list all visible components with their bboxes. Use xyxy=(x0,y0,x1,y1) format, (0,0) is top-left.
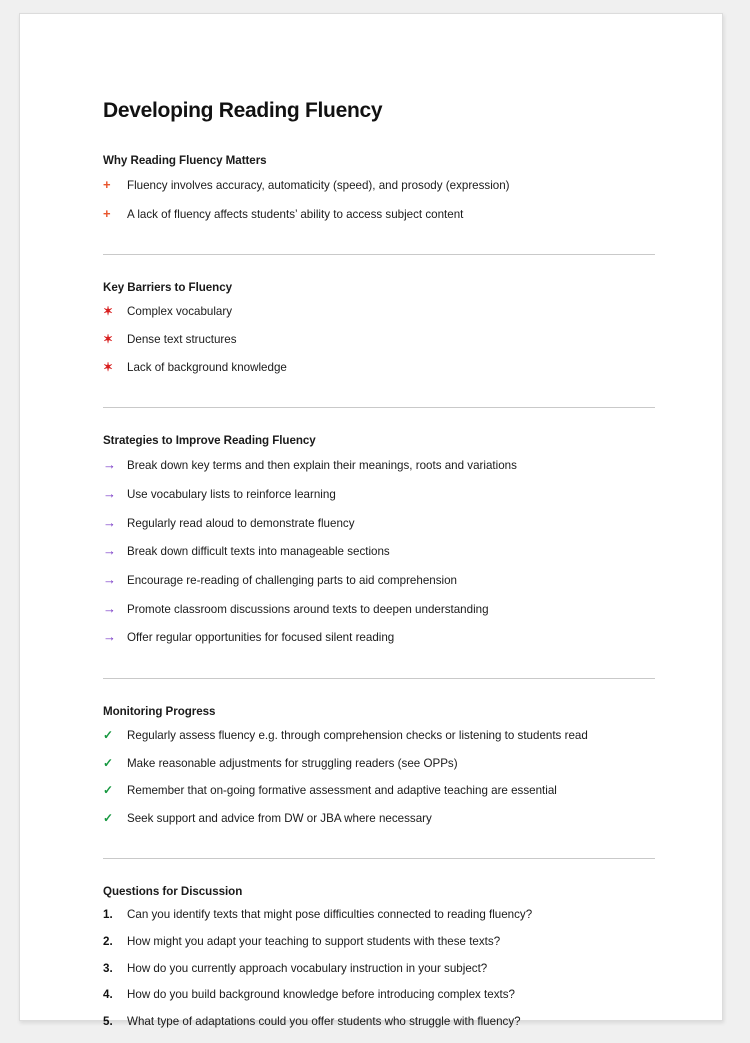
arrow-right-icon: → xyxy=(103,514,116,530)
list-item xyxy=(103,176,655,194)
list-item xyxy=(103,782,655,799)
list-item xyxy=(103,542,655,560)
section-heading: Monitoring Progress xyxy=(103,704,216,718)
list-item-text: Promote classroom discussions around texts to deepen understanding xyxy=(127,602,489,616)
list-item-text: Encourage re-reading of challenging parts to aid comprehension xyxy=(127,573,457,587)
list-item xyxy=(103,961,655,977)
list-item xyxy=(103,810,655,827)
plus-icon: + xyxy=(103,177,111,193)
list-item xyxy=(103,755,655,772)
number-marker: 5. xyxy=(103,1015,113,1028)
list-item-text: Fluency involves accuracy, automaticity (speed), and prosody (expression) xyxy=(127,179,510,193)
number-marker: 3. xyxy=(103,961,113,975)
asterisk-icon: ✶ xyxy=(103,359,114,374)
list-item xyxy=(103,571,655,589)
list-item-text: Offer regular opportunities for focused silent reading xyxy=(127,631,395,645)
list-item xyxy=(103,934,655,950)
list-item-text: How do you build background knowledge before introducing complex texts? xyxy=(127,988,515,1002)
number-marker: 4. xyxy=(103,988,113,1002)
list-item-text: Make reasonable adjustments for struggling readers (see OPPs) xyxy=(127,756,458,770)
list-item-text: What type of adaptations could you offer students who struggle with fluency? xyxy=(127,1015,521,1028)
list-item xyxy=(103,205,655,223)
plus-icon: + xyxy=(103,205,111,221)
list-item xyxy=(103,628,655,646)
bullet-list xyxy=(103,303,655,375)
section-questions-for-discussion xyxy=(103,885,655,1029)
list-item xyxy=(103,600,655,618)
bullet-list xyxy=(103,456,655,645)
arrow-right-icon: → xyxy=(103,457,116,473)
list-item xyxy=(103,485,655,503)
list-item-text: Use vocabulary lists to reinforce learning xyxy=(127,488,336,502)
list-item-text: Can you identify texts that might pose difficulties connected to reading fluency? xyxy=(127,908,533,922)
section-monitoring-progress xyxy=(103,705,655,827)
list-item-text: Regularly read aloud to demonstrate fluency xyxy=(127,516,355,530)
section-heading: Key Barriers to Fluency xyxy=(103,281,233,295)
list-item-text: Lack of background knowledge xyxy=(127,360,287,374)
page-title: Developing Reading Fluency xyxy=(103,99,383,122)
list-item xyxy=(103,359,655,376)
bullet-list xyxy=(103,727,655,827)
section-strategies-to-improve-reading-fluency xyxy=(103,434,655,645)
list-item-text: How might you adapt your teaching to support students with these texts? xyxy=(127,935,501,949)
number-marker: 1. xyxy=(103,908,113,922)
list-item xyxy=(103,303,655,320)
list-item xyxy=(103,907,655,923)
list-item xyxy=(103,987,655,1003)
arrow-right-icon: → xyxy=(103,629,116,645)
list-item-text: Regularly assess fluency e.g. through comprehension checks or listening to students read xyxy=(127,728,588,742)
list-item-text: Dense text structures xyxy=(127,333,237,347)
check-icon: ✓ xyxy=(103,810,114,825)
document-page xyxy=(19,13,723,1028)
list-item-text: Seek support and advice from DW or JBA where necessary xyxy=(127,811,432,825)
list-item xyxy=(103,514,655,532)
list-item-text: Complex vocabulary xyxy=(127,305,233,319)
list-item-text: Break down key terms and then explain their meanings, roots and variations xyxy=(127,459,517,473)
check-icon: ✓ xyxy=(103,727,114,742)
list-item-text: A lack of fluency affects students’ ability to access subject content xyxy=(127,207,464,221)
number-marker: 2. xyxy=(103,935,113,949)
list-item-text: Break down difficult texts into manageable sections xyxy=(127,545,390,559)
list-item xyxy=(103,727,655,744)
arrow-right-icon: → xyxy=(103,486,116,502)
section-why-reading-fluency-matters xyxy=(103,154,655,222)
bullet-list xyxy=(103,176,655,222)
document-content xyxy=(103,98,655,1041)
arrow-right-icon: → xyxy=(103,543,116,559)
list-item-text: How do you currently approach vocabulary instruction in your subject? xyxy=(127,961,488,975)
arrow-right-icon: → xyxy=(103,571,116,587)
section-heading: Questions for Discussion xyxy=(103,885,243,899)
asterisk-icon: ✶ xyxy=(103,332,114,347)
list-item xyxy=(103,456,655,474)
list-item-text: Remember that on-going formative assessment and adaptive teaching are essential xyxy=(127,784,557,798)
check-icon: ✓ xyxy=(103,783,114,798)
section-heading: Strategies to Improve Reading Fluency xyxy=(103,434,316,448)
numbered-list xyxy=(103,907,655,1029)
list-item xyxy=(103,1014,655,1030)
arrow-right-icon: → xyxy=(103,600,116,616)
list-item xyxy=(103,331,655,348)
section-key-barriers-to-fluency xyxy=(103,281,655,375)
check-icon: ✓ xyxy=(103,755,114,770)
asterisk-icon: ✶ xyxy=(103,304,114,319)
section-heading: Why Reading Fluency Matters xyxy=(103,154,267,168)
